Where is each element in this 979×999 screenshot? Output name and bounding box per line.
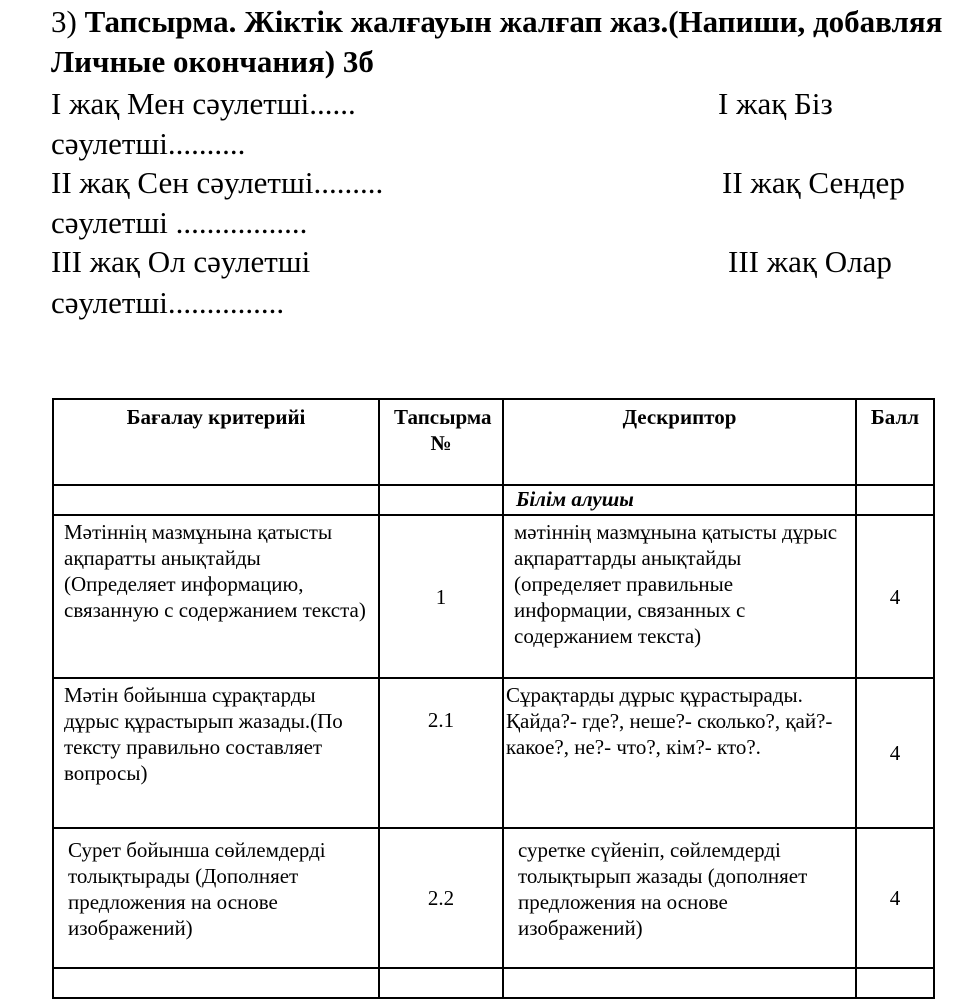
row-3-score: 4	[856, 828, 934, 968]
line-1-right: І жақ Біз	[718, 86, 833, 121]
table-row-partial	[53, 968, 934, 998]
row-1-descriptor: мәтіннің мазмұнына қатысты дұрыс ақпараттарды анықтайды (определяет правильные информации, связанных с содержанием текста)	[503, 515, 856, 678]
row-3-descriptor: суретке сүйеніп, сөйлемдерді толықтырып жазады (дополняет предложения на основе изображений)	[503, 828, 856, 968]
row-2-score: 4	[856, 678, 934, 828]
line-5-right: ІІІ жақ Олар	[728, 244, 892, 279]
header-criteria: Бағалау критерийі	[53, 399, 379, 485]
subheader-student: Білім алушы	[503, 485, 856, 515]
table-subheader-row	[53, 485, 934, 515]
table-row	[53, 678, 934, 828]
table-row	[53, 828, 934, 968]
line-4: сәулетші .................	[51, 205, 308, 240]
row-2-task-no: 2.1	[379, 678, 503, 828]
row-1-criteria: Мәтіннің мазмұнына қатысты ақпаратты анықтайды (Определяет информацию, связанную с содержанием текста)	[53, 515, 379, 678]
row-3-task-no: 2.2	[379, 828, 503, 968]
row-3-criteria: Сурет бойынша сөйлемдерді толықтырады (Дополняет предложения на основе изображений)	[53, 828, 379, 968]
line-3-right: ІІ жақ Сендер	[722, 165, 905, 200]
header-task-no: Тапсырма №	[379, 399, 503, 485]
line-1-left: І жақ Мен сәулетші......	[51, 86, 356, 121]
row-2-criteria: Мәтін бойынша сұрақтарды дұрыс құрастырып жазады.(По тексту правильно составляет вопросы)	[53, 678, 379, 828]
row-2-descriptor: Сұрақтарды дұрыс құрастырады. Қайда?- где?, неше?- сколько?, қай?- какое?, не?- что?, кім?- кто?.	[503, 678, 856, 828]
table-header-row	[53, 399, 934, 485]
row-1-score: 4	[856, 515, 934, 678]
task-title: Тапсырма. Жіктік жалғауын жалғап жаз.(Напиши, добавляя Личные окончания) 3б	[51, 4, 943, 79]
row-1-task-no: 1	[379, 515, 503, 678]
line-6: сәулетші...............	[51, 285, 285, 320]
header-descriptor: Дескриптор	[503, 399, 856, 485]
task-block	[51, 0, 951, 82]
line-2: сәулетші..........	[51, 126, 246, 161]
line-3-left: ІІ жақ Сен сәулетші.........	[51, 165, 384, 200]
assessment-table	[52, 398, 935, 999]
line-5-left: ІІІ жақ Ол сәулетші	[51, 244, 311, 279]
task-heading	[51, 2, 951, 82]
table-row	[53, 515, 934, 678]
task-number: 3)	[51, 4, 77, 39]
header-score: Балл	[856, 399, 934, 485]
